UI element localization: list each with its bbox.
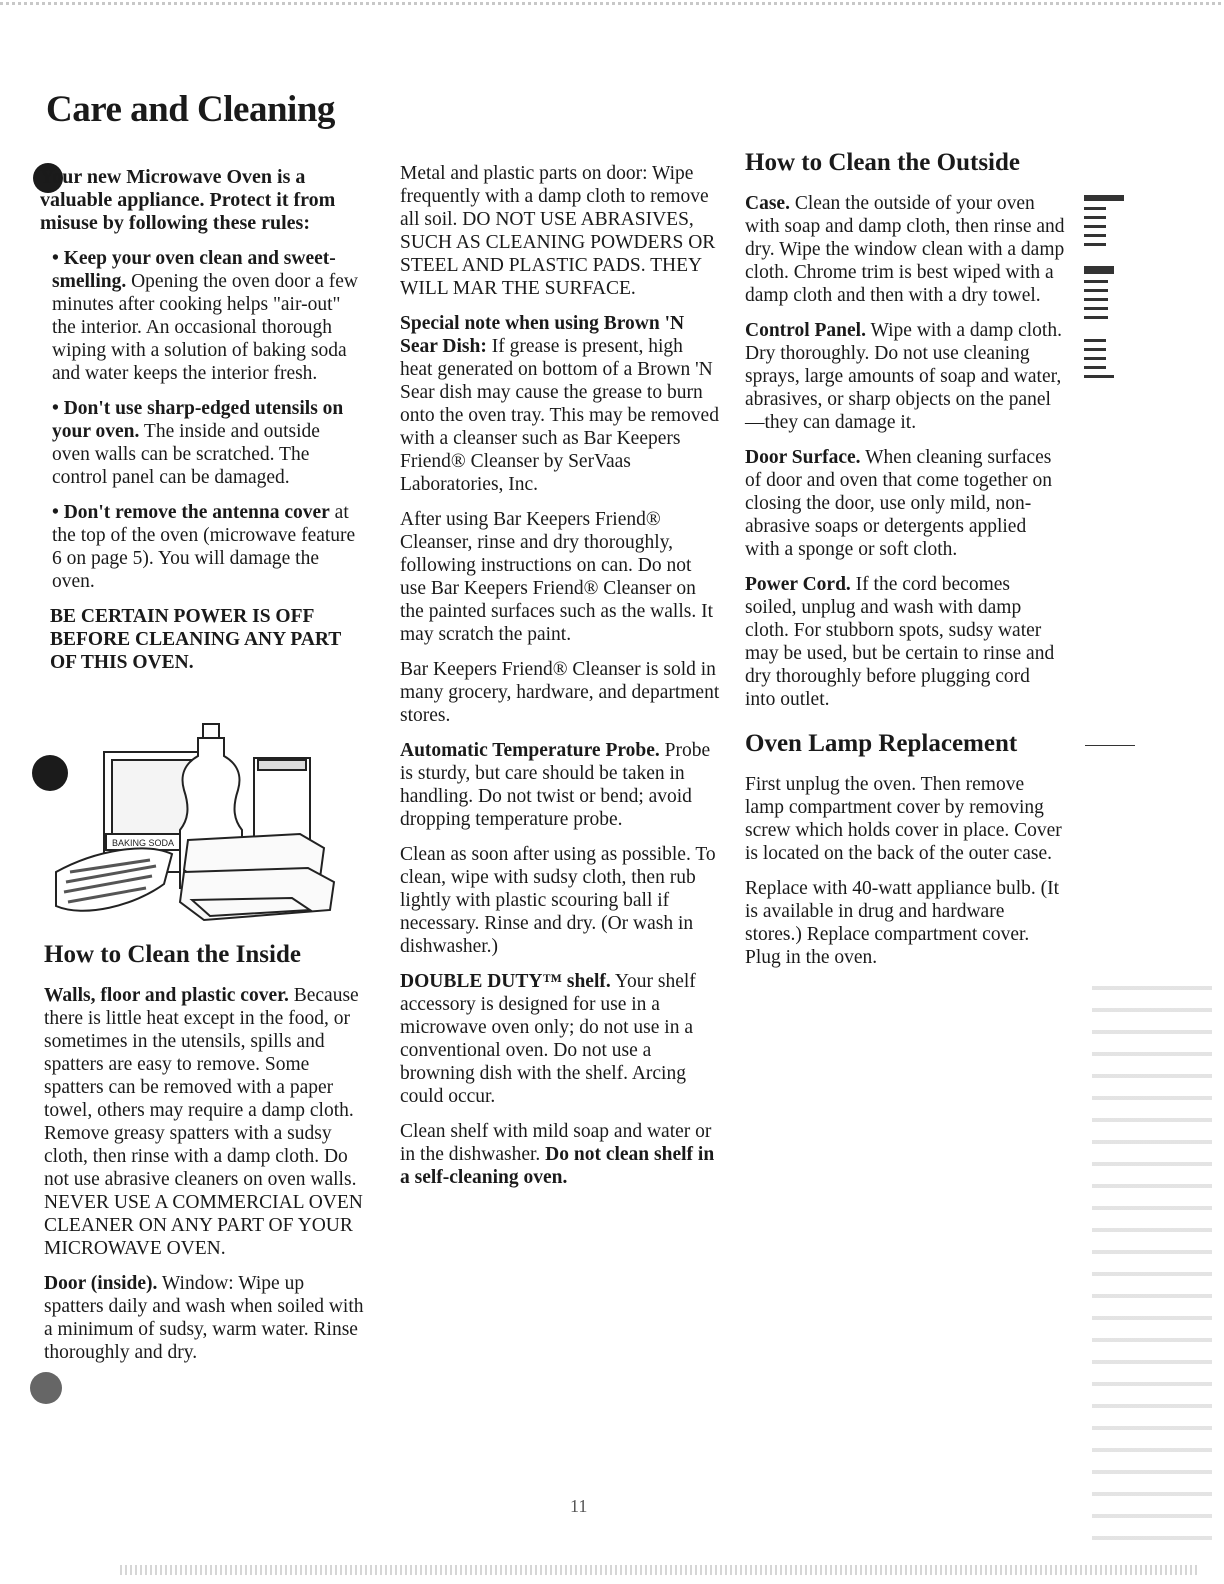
scan-speckle-area [1092, 980, 1212, 1540]
case-title: Case. [745, 193, 790, 214]
sponges [180, 834, 334, 920]
shelf-clean-warning: Do not clean shelf in a self-cleaning oven. [400, 1144, 715, 1188]
lamp-heading: Oven Lamp Replacement [745, 730, 1018, 757]
shelf-clean-text: Clean shelf with mild soap and water or in the dishwasher. [400, 1121, 712, 1165]
page-number: 11 [570, 1496, 588, 1516]
page-title: Care and Cleaning [46, 89, 335, 130]
scouring-pad [56, 848, 172, 910]
metal-parts-paragraph: Metal and plastic parts on door: Wipe frequently with a damp cloth to remove all soil. DO NOT USE ABRASIVES, SUCH AS CLEANING POWDERS OR STEEL AND PLASTIC PADS. THEY WILL MAR THE SURFACE. [400, 163, 716, 299]
probe-title: Automatic Temperature Probe. [400, 740, 660, 761]
clean-inside-heading: How to Clean the Inside [44, 941, 301, 968]
cleanser-sold-paragraph: Bar Keepers Friend® Cleanser is sold in many grocery, hardware, and department stores. [400, 659, 720, 726]
clean-inside-section [44, 940, 364, 1376]
rule-utensils-text: The inside and outside oven walls can be scratched. The control panel can be damaged. [52, 421, 320, 488]
probe-clean-paragraph: Clean as soon after using as possible. To clean, wipe with sudsy cloth, then rub lightly with plastic scouring ball if necessary. Rinse and dry. (Or wash in dishwasher.) [400, 844, 716, 957]
case-text: Clean the outside of your oven with soap and damp cloth, then rinse and dry. Wipe the window clean with a damp cloth. Chrome trim is best wiped with a damp cloth and then with a dry towel. [745, 193, 1065, 306]
scan-top-edge [0, 2, 1224, 5]
walls-paragraph [44, 984, 364, 1260]
probe-text: Probe is sturdy, but care should be taken in handling. Do not twist or bend; avoid dropping temperature probe. [400, 740, 711, 830]
after-using-paragraph: After using Bar Keepers Friend® Cleanser, rinse and dry thoroughly, following instructions on can. Do not use Bar Keepers Friend® Cleanser on the painted surfaces such as the walls. It may scratch the paint. [400, 509, 713, 645]
probe-paragraph [400, 739, 720, 831]
intro-lead: Your new Microwave Oven is a valuable appliance. Protect it from misuse by following these rules: [40, 166, 336, 234]
lamp-paragraph-2: Replace with 40-watt appliance bulb. (It is available in drug and hardware stores.) Replace compartment cover. Plug in the oven. [745, 878, 1060, 968]
scan-bottom-edge [120, 1565, 1200, 1575]
control-panel-title: Control Panel. [745, 320, 866, 341]
walls-title: Walls, floor and plastic cover. [44, 985, 289, 1006]
special-note-title: Special note when using Brown 'N Sear Dish: [400, 313, 685, 357]
control-panel-paragraph [745, 319, 1065, 434]
lamp-paragraph-1: First unplug the oven. Then remove lamp compartment cover by removing screw which holds cover in place. Cover is located on the back of the outer case. [745, 774, 1062, 864]
shelf-clean-paragraph [400, 1120, 720, 1189]
rule-utensils-title: • Don't use sharp-edged utensils on your oven. [52, 398, 344, 442]
scan-edge-marks [1084, 195, 1144, 384]
baking-soda-label: BAKING SODA [112, 838, 175, 848]
rule-antenna-title: • Don't remove the antenna cover [52, 502, 330, 523]
door-surface-title: Door Surface. [745, 447, 861, 468]
control-panel-text: Wipe with a damp cloth. Dry thoroughly. Do not use cleaning sprays, large amounts of soap and water, abrasives, or sharp objects on the panel—they can damage it. [745, 320, 1062, 433]
cleaning-supplies-illustration [36, 722, 356, 932]
shelf-title: DOUBLE DUTY™ shelf. [400, 971, 611, 992]
power-warning: BE CERTAIN POWER IS OFF BEFORE CLEANING ANY PART OF THIS OVEN. [50, 606, 341, 673]
special-note-paragraph [400, 312, 720, 496]
rule-clean-title: • Keep your oven clean and sweet-smelling. [52, 248, 336, 292]
middle-column [400, 162, 720, 1201]
rule-clean-text: Opening the oven door a few minutes after cooking helps "air-out" the interior. An occasional thorough wiping with a solution of baking soda and water keeps the interior fresh. [52, 271, 358, 384]
door-inside-paragraph [44, 1272, 364, 1364]
shelf-paragraph [400, 970, 720, 1108]
door-surface-text: When cleaning surfaces of door and oven that come together on closing the door, use only mild, non-abrasive soaps or detergents applied with a sponge or soft cloth. [745, 447, 1053, 560]
rule-utensils [52, 397, 360, 489]
right-column [745, 148, 1065, 981]
door-surface-paragraph [745, 446, 1065, 561]
clean-outside-heading: How to Clean the Outside [745, 149, 1020, 176]
case-paragraph [745, 192, 1065, 307]
power-cord-title: Power Cord. [745, 574, 851, 595]
door-inside-title: Door (inside). [44, 1273, 158, 1294]
power-cord-text: If the cord becomes soiled, unplug and wash with damp cloth. For stubborn spots, sudsy water may be used, but be certain to rinse and dry thoroughly before plugging cord into outlet. [745, 574, 1055, 710]
walls-text: Because there is little heat except in the food, or sometimes in the utensils, spills and spatters are easy to remove. Some spatters can be removed with a paper towel, others may require a damp cloth. Remove greasy spatters with a sudsy cloth, then rinse with a damp cloth. Do not use abrasive cleaners on oven walls. NEVER USE A COMMERCIAL OVEN CLEANER ON ANY PART OF YOUR MICROWAVE OVEN. [44, 985, 363, 1259]
rule-antenna-text: at the top of the oven (microwave feature 6 on page 5). You will damage the oven. [52, 502, 356, 592]
rule-antenna [52, 501, 360, 593]
shelf-text: Your shelf accessory is designed for use in a microwave oven only; do not use in a conventional oven. Do not use a browning dish with the shelf. Arcing could occur. [400, 971, 696, 1107]
rule-clean [52, 247, 360, 385]
door-inside-text: Window: Wipe up spatters daily and wash when soiled with a minimum of sudsy, warm water. Rinse thoroughly and dry. [44, 1273, 364, 1363]
special-note-text: If grease is present, high heat generated on bottom of a Brown 'N Sear dish may cause the grease to burn onto the oven tray. This may be removed with a cleanser such as Bar Keepers Friend® Cleanser by SerVaas Laboratories, Inc. [400, 336, 719, 495]
hole-punch-bottom [30, 1372, 62, 1404]
margin-rule [1085, 745, 1135, 746]
intro-column [40, 166, 360, 686]
power-cord-paragraph [745, 573, 1065, 711]
